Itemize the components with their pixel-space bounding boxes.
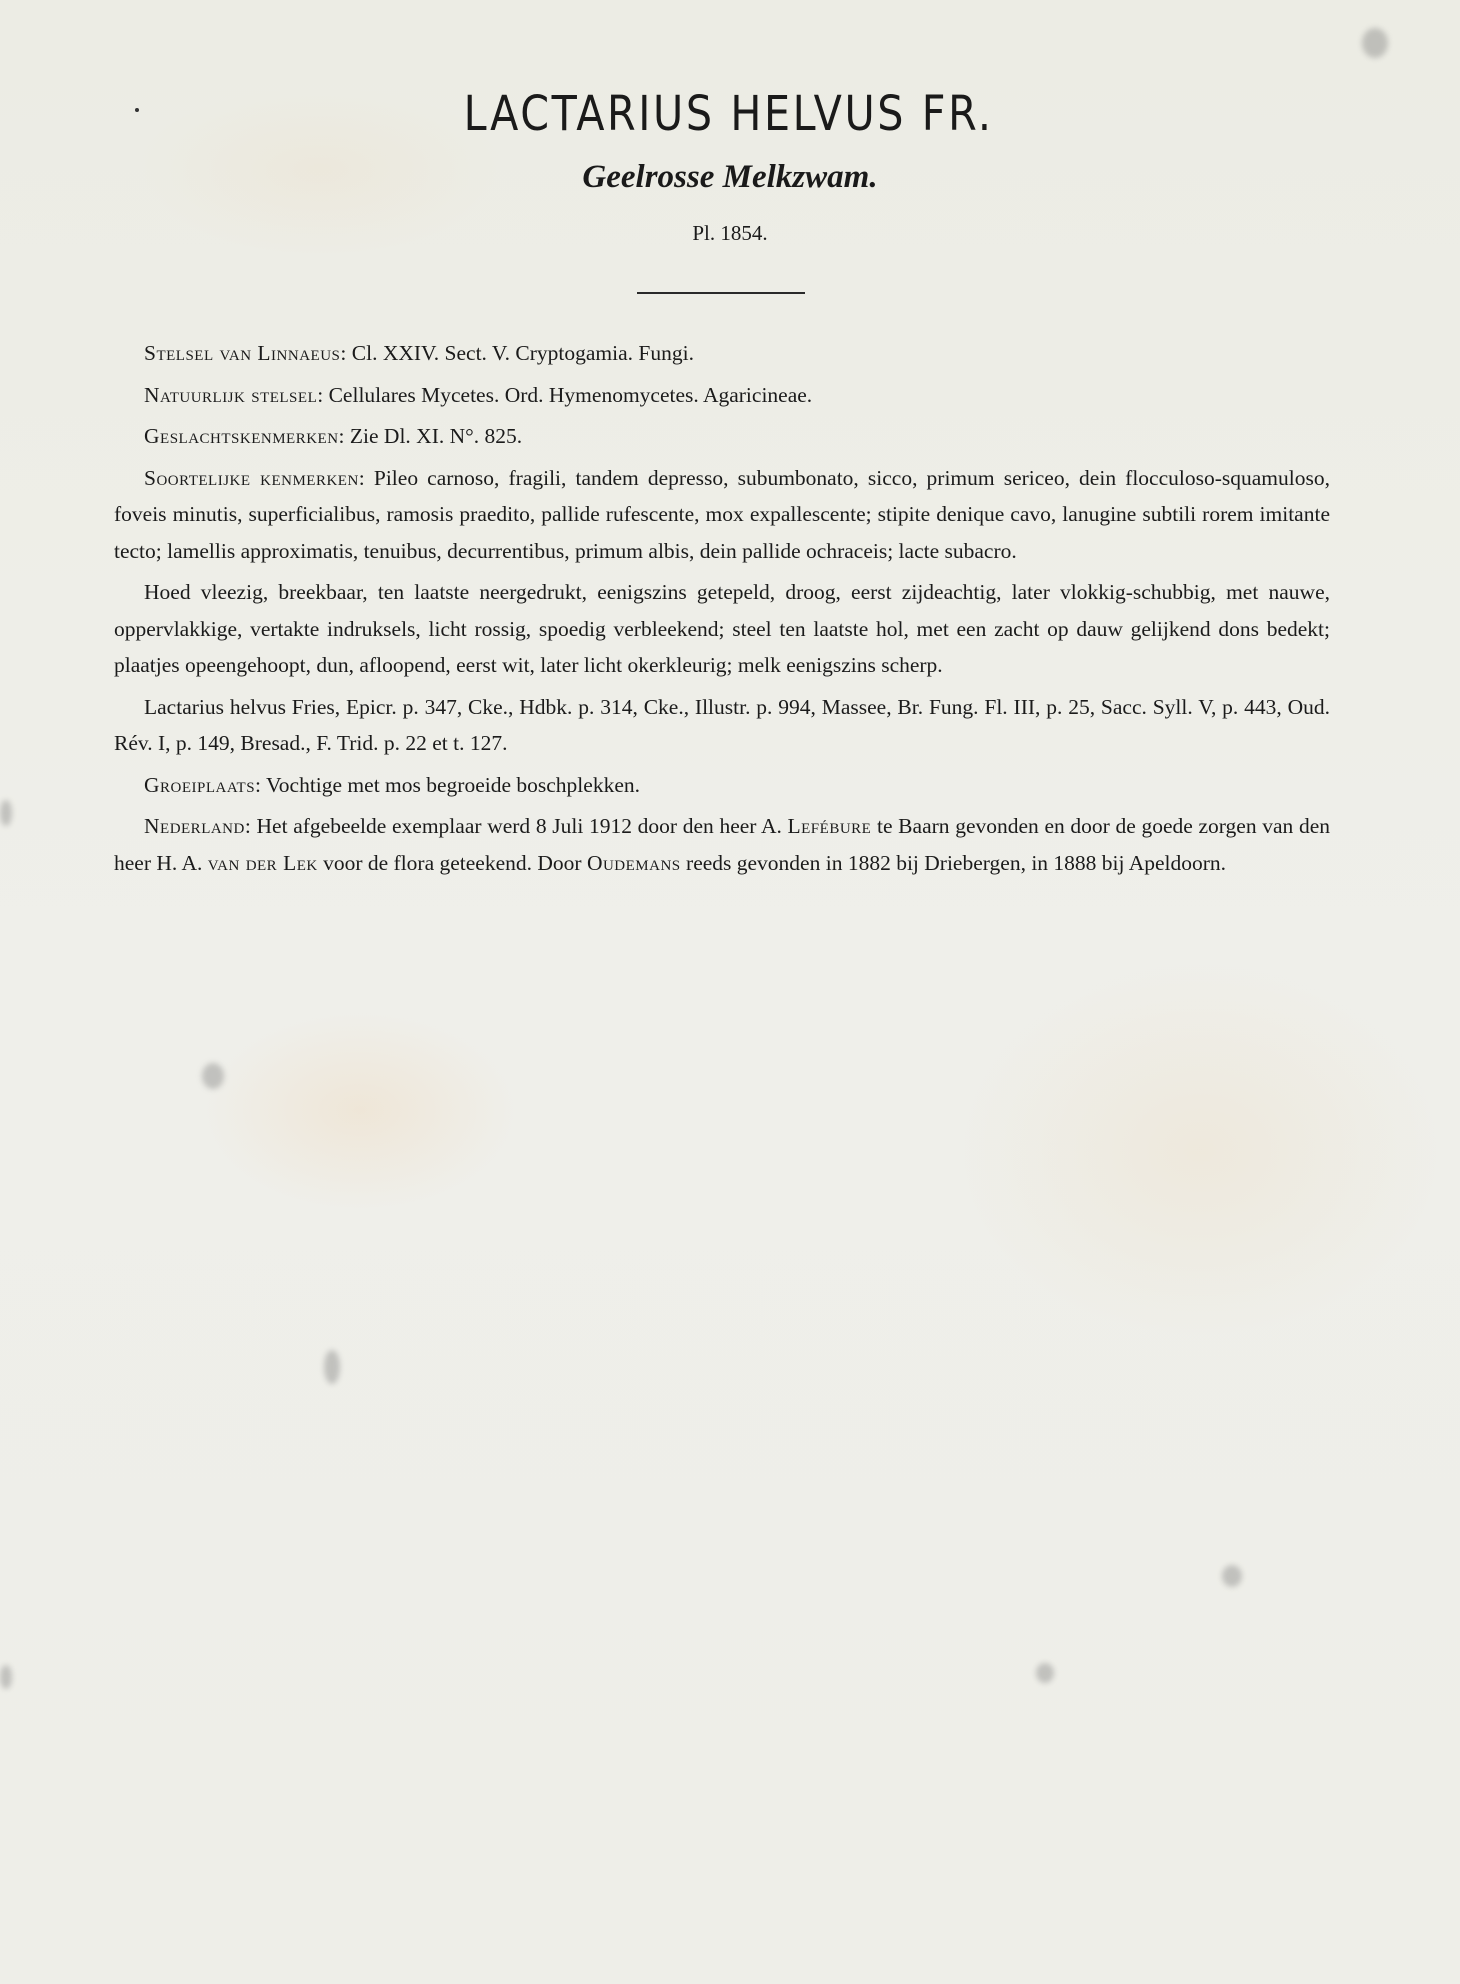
page-title: LACTARIUS HELVUS FR. bbox=[463, 86, 994, 142]
text-geslachtskenmerken: Zie Dl. XI. N°. 825. bbox=[349, 424, 523, 448]
plate-number: Pl. 1854. bbox=[692, 221, 768, 245]
label-separator: : bbox=[244, 814, 257, 838]
label-separator: : bbox=[317, 382, 329, 407]
person-name-oudemans: Oudemans bbox=[586, 850, 681, 875]
label-nederland: Nederland bbox=[144, 814, 245, 838]
divider-rule bbox=[637, 292, 805, 294]
label-separator: : bbox=[340, 341, 352, 365]
text-nederland-3: voor de flora geteekend. Door bbox=[317, 850, 587, 875]
ink-spot bbox=[1222, 1565, 1242, 1587]
ink-spot bbox=[0, 1665, 12, 1689]
person-name-lefebure: Lefébure bbox=[787, 814, 872, 838]
text-groeiplaats: Vochtige met mos begroeide boschplekken. bbox=[266, 772, 640, 797]
paragraph-hoed bbox=[114, 574, 1330, 684]
label-geslachtskenmerken: Geslachtskenmerken bbox=[144, 424, 339, 448]
text-natuurlijk-stelsel: Cellulares Mycetes. Ord. Hymenomycetes. Agaricineae. bbox=[328, 382, 813, 407]
label-separator: : bbox=[358, 465, 374, 490]
paragraph-groeiplaats bbox=[114, 767, 1330, 804]
label-stelsel-linnaeus: Stelsel van Linnaeus bbox=[144, 341, 341, 365]
body-text bbox=[114, 335, 1330, 886]
page-subtitle: Geelrosse Melkzwam. bbox=[582, 159, 878, 195]
text-literatuur: Lactarius helvus Fries, Epicr. p. 347, Cke., Hdbk. p. 314, Cke., Illustr. p. 994, Massee, Br. Fung. Fl. III, p. 25, Sacc. Syll. V, p. 443, Oud. Rév. I, p. 149, Bresad., F. Trid. p. 22 et t. 127. bbox=[114, 694, 1330, 755]
ink-spot bbox=[1362, 28, 1388, 58]
person-name-van-der-lek: van der Lek bbox=[207, 850, 318, 875]
text-nederland-1: Het afgebeelde exemplaar werd 8 Juli 1912 door den heer A. bbox=[256, 814, 788, 838]
label-groeiplaats: Groeiplaats bbox=[144, 772, 256, 797]
ink-spot bbox=[202, 1063, 224, 1089]
paragraph-soortelijke-kenmerken bbox=[114, 460, 1330, 570]
paragraph-nederland bbox=[114, 808, 1330, 881]
text-stelsel-linnaeus: Cl. XXIV. Sect. V. Cryptogamia. Fungi. bbox=[351, 341, 694, 365]
ink-spot bbox=[1036, 1663, 1054, 1683]
paragraph-stelsel-linnaeus bbox=[114, 335, 1330, 372]
label-soortelijke-kenmerken: Soortelijke kenmerken bbox=[144, 465, 359, 490]
paragraph-natuurlijk-stelsel bbox=[114, 377, 1330, 414]
text-soortelijke-kenmerken: Pileo carnoso, fragili, tandem depresso, subumbonato, sicco, primum sericeo, dein flocculoso-squamuloso, foveis minutis, superficialibus, ramosis praedito, pallide rufescente, mox expallescente; stipite denique cavo, lanugine subtili rorem imitante tecto; lamellis approximatis, tenuibus, decurrentibus, primum albis, dein pallide ochraceis; lacte subacro. bbox=[114, 465, 1330, 563]
label-separator: : bbox=[255, 772, 267, 797]
label-natuurlijk-stelsel: Natuurlijk stelsel bbox=[144, 382, 318, 407]
text-nederland-2: te Baarn gevonden en door de goede zorgen van den heer H. A. bbox=[114, 814, 1330, 875]
ink-spot bbox=[0, 800, 12, 826]
paragraph-literatuur bbox=[114, 689, 1330, 762]
label-separator: : bbox=[338, 424, 350, 448]
text-hoed: Hoed vleezig, breekbaar, ten laatste neergedrukt, eenigszins getepeld, droog, eerst zijdeachtig, later vlokkig-schubbig, met nauwe, oppervlakkige, vertakte indruksels, licht rossig, spoedig verbleekend; steel ten laatste hol, met een zacht op dauw gelijkend dons bedekt; plaatjes opeengehoopt, dun, afloopend, eerst wit, later licht okerkleurig; melk eenigszins scherp. bbox=[114, 580, 1330, 677]
text-nederland-4: reeds gevonden in 1882 bij Driebergen, in 1888 bij Apeldoorn. bbox=[680, 850, 1227, 875]
ink-spot bbox=[324, 1350, 340, 1384]
paragraph-geslachtskenmerken bbox=[114, 418, 1330, 455]
